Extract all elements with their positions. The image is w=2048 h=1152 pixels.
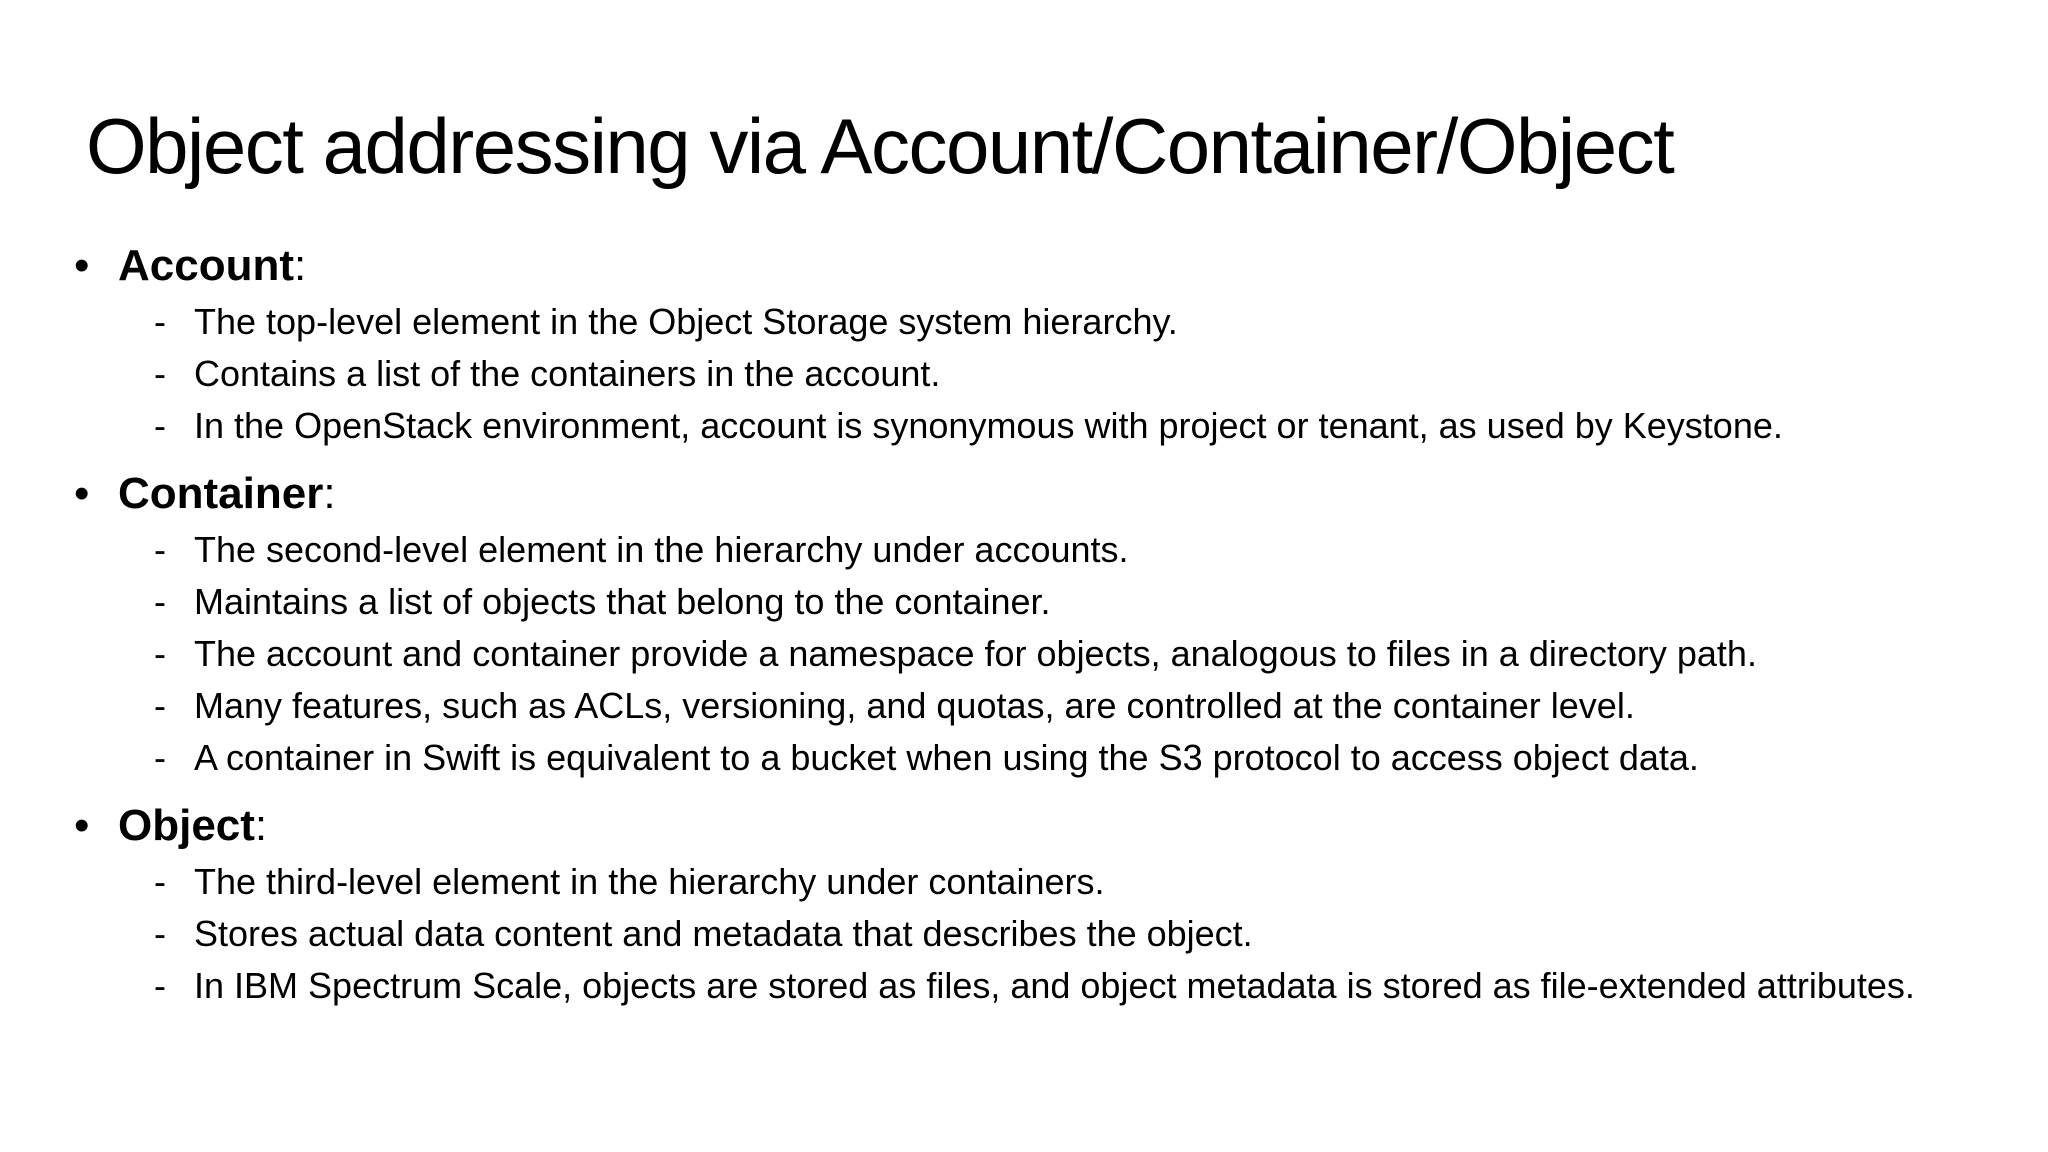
bullet-heading-text <box>118 236 306 296</box>
bullet-icon: • <box>74 241 90 290</box>
bullet-icon: • <box>74 469 90 518</box>
object-subitems <box>74 856 2014 1012</box>
list-item <box>74 908 1974 960</box>
list-item <box>74 524 1974 576</box>
container-subitems <box>74 524 2014 784</box>
section-heading: Container <box>118 469 324 518</box>
section-heading: Object <box>118 801 255 850</box>
heading-suffix: : <box>254 801 268 850</box>
list-item-text: Contains a list of the containers in the account. <box>194 353 941 394</box>
heading-suffix: : <box>323 469 336 518</box>
dash-icon: - <box>154 737 166 778</box>
list-item-text: The third-level element in the hierarchy under containers. <box>194 861 1105 902</box>
list-item-text: A container in Swift is equivalent to a bucket when using the S3 protocol to access object data. <box>194 737 1699 778</box>
dash-icon: - <box>154 529 166 570</box>
section-heading: Account <box>118 241 294 290</box>
slide-body <box>74 236 2014 1024</box>
list-item <box>74 856 1974 908</box>
dash-icon: - <box>154 301 166 342</box>
bullet-icon: • <box>74 801 90 850</box>
list-item <box>74 348 1974 400</box>
dash-icon: - <box>154 861 166 902</box>
list-item <box>74 296 1974 348</box>
section-object <box>74 796 2014 1012</box>
dash-icon: - <box>154 633 166 674</box>
list-item-text: In the OpenStack environment, account is synonymous with project or tenant, as used by Keystone. <box>194 405 1783 446</box>
dash-icon: - <box>154 685 166 726</box>
list-item-text: In IBM Spectrum Scale, objects are stored as files, and object metadata is stored as file-extended attributes. <box>194 965 1915 1006</box>
dash-icon: - <box>154 913 166 954</box>
bullet-account <box>74 236 2014 296</box>
list-item <box>74 400 1974 452</box>
bullet-object <box>74 796 2014 856</box>
list-item-text: The account and container provide a namespace for objects, analogous to files in a directory path. <box>194 633 1757 674</box>
list-item-text: Stores actual data content and metadata that describes the object. <box>194 913 1253 954</box>
list-item-text: Maintains a list of objects that belong to the container. <box>194 581 1051 622</box>
bullet-heading-text <box>118 464 336 524</box>
heading-suffix: : <box>294 241 307 290</box>
list-item-text: Many features, such as ACLs, versioning, and quotas, are controlled at the container level. <box>194 685 1635 726</box>
dash-icon: - <box>154 581 166 622</box>
list-item <box>74 732 1974 784</box>
list-item-text: The top-level element in the Object Storage system hierarchy. <box>194 301 1178 342</box>
account-subitems <box>74 296 2014 452</box>
dash-icon: - <box>154 965 166 1006</box>
bullet-heading-text <box>118 796 267 856</box>
dash-icon: - <box>154 405 166 446</box>
slide-title: Object addressing via Account/Container/Object <box>86 102 1674 190</box>
section-container <box>74 464 2014 784</box>
list-item <box>74 960 1974 1012</box>
list-item <box>74 628 1974 680</box>
bullet-container <box>74 464 2014 524</box>
dash-icon: - <box>154 353 166 394</box>
list-item <box>74 680 1974 732</box>
list-item-text: The second-level element in the hierarchy under accounts. <box>194 529 1129 570</box>
list-item <box>74 576 1974 628</box>
section-account <box>74 236 2014 452</box>
